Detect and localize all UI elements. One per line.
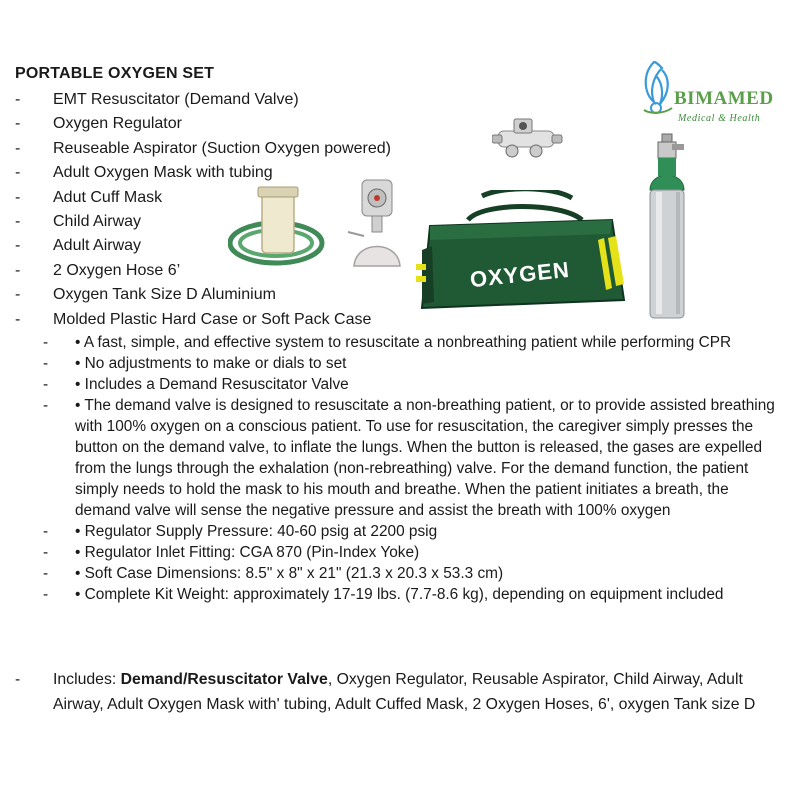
bag-label: OXYGEN bbox=[468, 256, 571, 293]
aspirator-hose-image bbox=[228, 183, 338, 271]
detail-item: - • Regulator Supply Pressure: 40-60 psig at 2200 psig bbox=[43, 523, 438, 540]
list-item: - Child Airway bbox=[15, 213, 142, 231]
list-item: - Oxygen Regulator bbox=[15, 115, 182, 133]
bimamed-logo: BIMAMED Medical & Health bbox=[640, 58, 785, 128]
list-item: - EMT Resuscitator (Demand Valve) bbox=[15, 91, 299, 108]
list-item: - Adult Airway bbox=[15, 237, 142, 255]
list-item: - Reuseable Aspirator (Suction Oxygen powered) bbox=[15, 139, 391, 157]
detail-item: - • Complete Kit Weight: approximately 17-19 lbs. (7.7-8.6 kg), depending on equipment included bbox=[43, 586, 724, 603]
detail-item: - • A fast, simple, and effective system to resuscitate a nonbreathing patient while performing CPR bbox=[43, 334, 732, 351]
demand-valve-mask-image bbox=[344, 178, 410, 272]
list-item: - Oxygen Tank Size D Aluminium bbox=[15, 286, 276, 304]
list-item: - Adult Oxygen Mask with tubing bbox=[15, 164, 273, 182]
list-item: - 2 Oxygen Hose 6’ bbox=[15, 261, 181, 279]
detail-item: - • Includes a Demand Resuscitator Valve bbox=[43, 376, 349, 393]
detail-list bbox=[15, 332, 785, 605]
list-item: - Adut Cuff Mask bbox=[15, 188, 163, 206]
oxygen-bag-image bbox=[412, 190, 632, 318]
detail-item: - • The demand valve is designed to resuscitate a non-breathing patient, or to provide assisted breathing with 100% oxygen on a conscious patient. To use for resuscitation, the caregiver simply presses the button on the demand valve, to inflate the lungs. When the button is released, the gases are expelled from the lungs through the exhalation (non-rebreathing) valve. For the demand function, the patient simply needs to hold the mask to his mouth and breathe. When the patient initiates a breath, the demand valve will sense the negative pressure and assist the breath with 100% oxygen bbox=[43, 397, 775, 519]
includes-paragraph: - Includes: Demand/Resuscitator Valve, Oxygen Regulator, Reusable Aspirator, Child Airway, Adult Airway, Adult Oxygen Mask with' tubing, Adult Cuffed Mask, 2 Oxygen Hoses, 6', oxygen Tank size D bbox=[15, 671, 756, 713]
detail-item: - • No adjustments to make or dials to set bbox=[43, 355, 347, 372]
includes-bold: Demand/Resuscitator Valve bbox=[120, 671, 328, 688]
detail-item: - • Regulator Inlet Fitting: CGA 870 (Pin-Index Yoke) bbox=[43, 544, 420, 561]
page-title: PORTABLE OXYGEN SET bbox=[15, 65, 215, 82]
list-item: - Molded Plastic Hard Case or Soft Pack Case bbox=[15, 310, 372, 328]
oxygen-tank-image bbox=[640, 130, 700, 326]
oxygen-regulator-image bbox=[492, 115, 564, 163]
detail-item: - • Soft Case Dimensions: 8.5" x 8" x 21" (21.3 x 20.3 x 53.3 cm) bbox=[43, 565, 504, 582]
